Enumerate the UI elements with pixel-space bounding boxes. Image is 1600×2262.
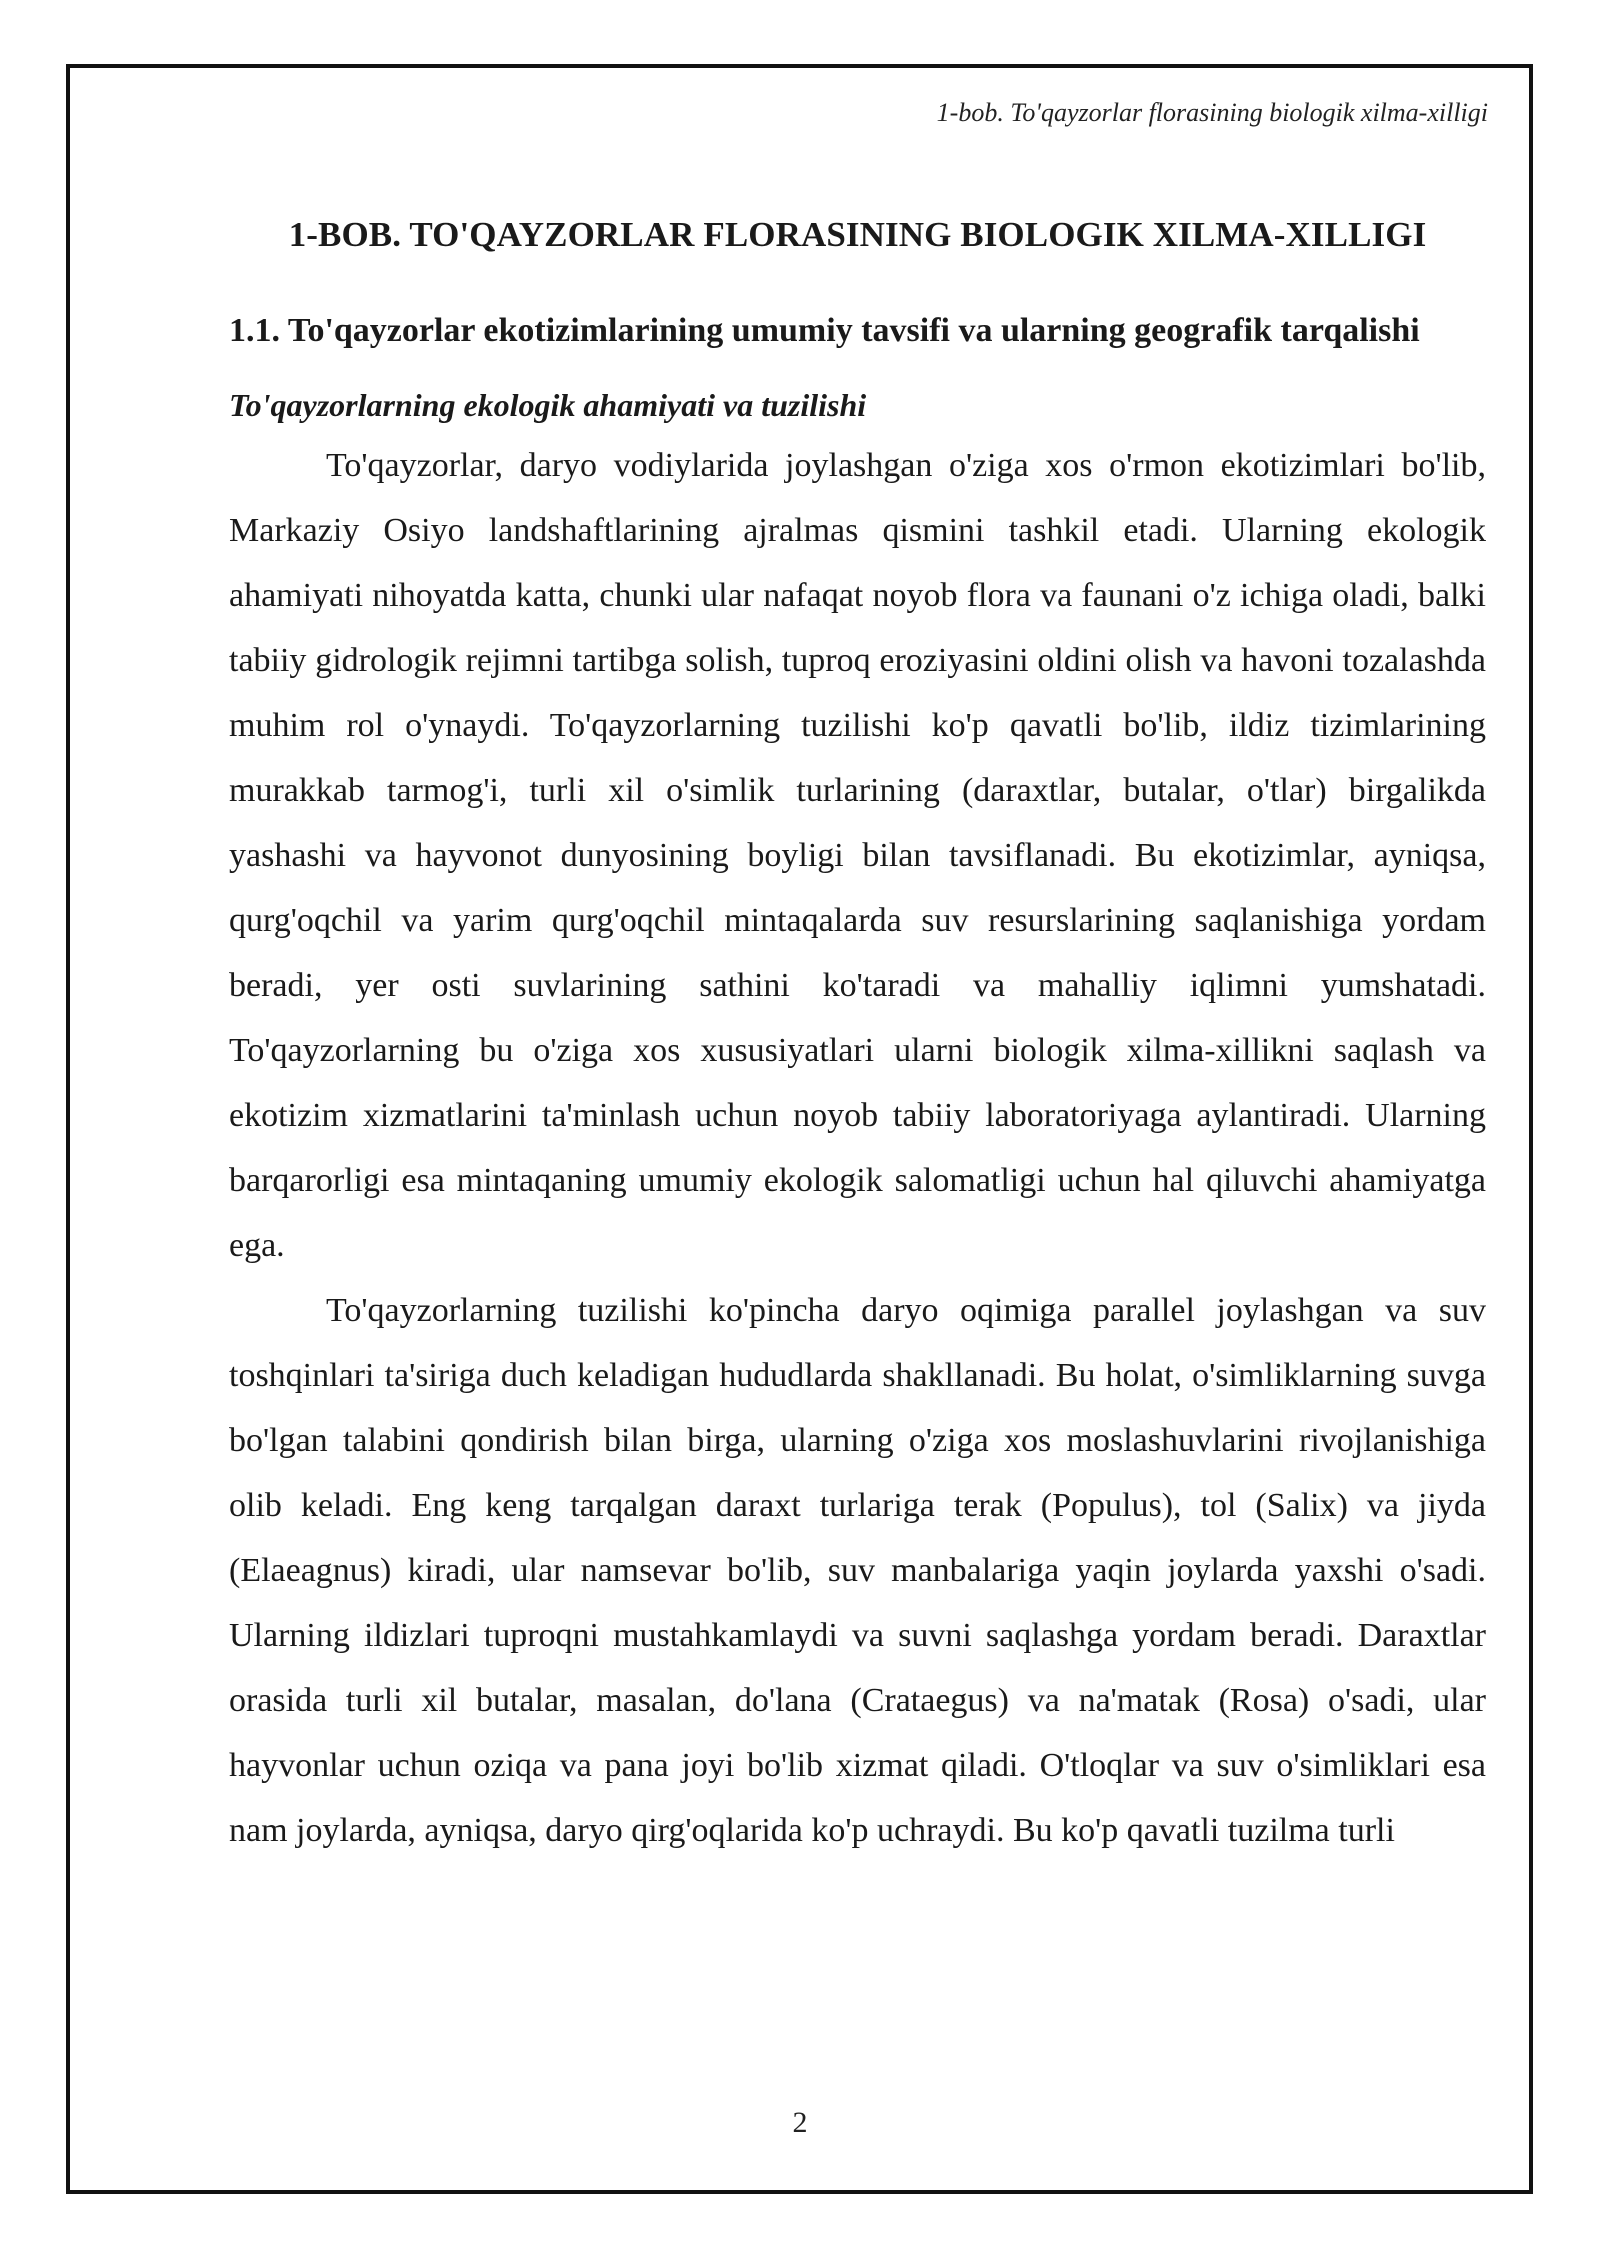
chapter-title: 1-BOB. TO'QAYZORLAR FLORASINING BIOLOGIK XILMA-XILLIGI — [288, 215, 1427, 254]
paragraph-1: To'qayzorlar, daryo vodiylarida joylashgan o'ziga xos o'rmon ekotizimlari bo'lib, Markaziy Osiyo landshaftlarining ajralmas qismini tashkil etadi. Ularning ekologik ahamiyati nihoyatda katta, chunki ular nafaqat noyob flora va faunani o'z ichiga oladi, balki tabiiy gidrologik rejimni tartibga solish, tuproq eroziyasini oldini olish va havoni tozalashda muhim rol o'ynaydi. To'qayzorlarning tuzilishi ko'p qavatli bo'lib, ildiz tizimlarining murakkab tarmog'i, turli xil o'simlik turlarining (daraxtlar, butalar, o'tlar) birgalikda yashashi va hayvonot dunyosining boyligi bilan tavsiflanadi. Bu ekotizimlar, ayniqsa, qurg'oqchil va yarim qurg'oqchil mintaqalarda suv resurslarining saqlanishiga yordam beradi, yer osti suvlarining sathini ko'taradi va mahalliy iqlimni yumshatadi. To'qayzorlarning bu o'ziga xos xususiyatlari ularni biologik xilma-xillikni saqlash va ekotizim xizmatlarini ta'minlash uchun noyob tabiiy laboratoriyaga aylantiradi. Ularning barqarorligi esa mintaqaning umumiy ekologik salomatligi uchun hal qiluvchi ahamiyatga ega. — [229, 446, 1486, 1264]
subsection-title: To'qayzorlarning ekologik ahamiyati va tuzilishi — [229, 386, 867, 423]
document-body — [229, 212, 1486, 1863]
running-header: 1-bob. To'qayzorlar florasining biologik xilma-xilligi — [936, 98, 1488, 127]
page-number: 2 — [792, 2106, 808, 2139]
paragraph-2: To'qayzorlarning tuzilishi ko'pincha daryo oqimiga parallel joylashgan va suv toshqinlari ta'siriga duch keladigan hududlarda shakllanadi. Bu holat, o'simliklarning suvga bo'lgan talabini qondirish bilan birga, ularning o'ziga xos moslashuvlarini rivojlanishiga olib keladi. Eng keng tarqalgan daraxt turlariga terak (Populus), tol (Salix) va jiyda (Elaeagnus) kiradi, ular namsevar bo'lib, suv manbalariga yaqin joylarda yaxshi o'sadi. Ularning ildizlari tuproqni mustahkamlaydi va suvni saqlashga yordam beradi. Daraxtlar orasida turli xil butalar, masalan, do'lana (Crataegus) va na'matak (Rosa) o'sadi, ular hayvonlar uchun oziqa va pana joyi bo'lib xizmat qiladi. O'tloqlar va suv o'simliklari esa nam joylarda, ayniqsa, daryo qirg'oqlarida ko'p uchraydi. Bu ko'p qavatli tuzilma turli — [229, 1291, 1486, 1849]
section-title: 1.1. To'qayzorlar ekotizimlarining umumiy tavsifi va ularning geografik tarqalishi — [229, 311, 1420, 349]
